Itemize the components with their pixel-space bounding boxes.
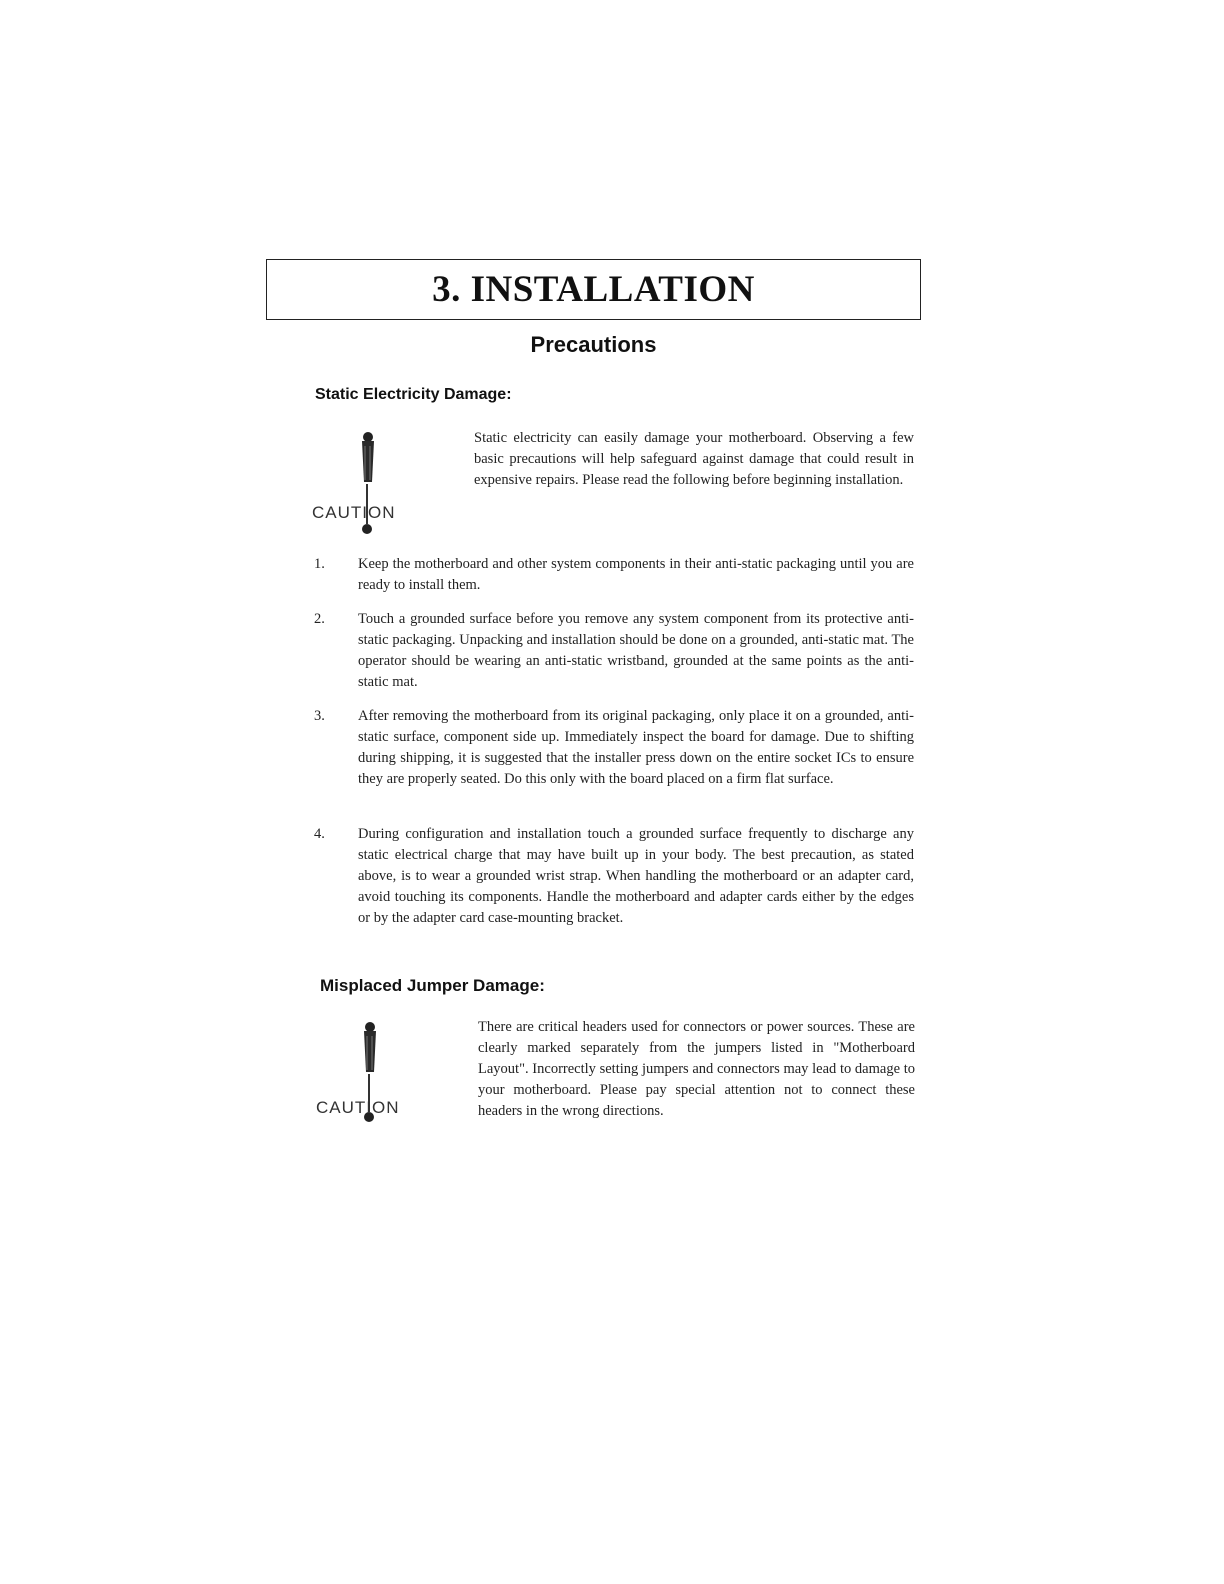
page-subtitle: Precautions [530,332,657,357]
caution-graphic-jumper [316,1018,426,1128]
jumper-text: There are critical headers used for connectors or power sources. These are clearly marked separately from the jumpers listed in "Motherboard Layout". Incorrectly setting jumpers and connectors may lead to damage to your motherboard. Please pay special attention not to connect these headers in the wrong directions. [478,1019,915,1119]
caution-label: CAUTION [312,503,396,522]
static-section-heading: Static Electricity Damage: [315,386,512,403]
list-number: 1. [314,556,325,572]
caution-graphic-static [312,428,422,538]
list-text: Keep the motherboard and other system components in their anti-static packaging until you are ready to install them. [358,556,914,593]
page-title: 3. INSTALLATION [432,269,755,310]
list-text: During configuration and installation touch a grounded surface frequently to discharge any static electrical charge that may have built up in your body. The best precaution, as stated above, is to wear a grounded wrist strap. When handling the motherboard or an adapter card, avoid touching its components. Handle the motherboard and adapter cards either by the edges or by the adapter card case-mounting bracket. [358,826,914,926]
caution-label: CAUTION [316,1098,400,1117]
list-number: 4. [314,826,325,842]
jumper-section-heading: Misplaced Jumper Damage: [320,976,545,995]
list-text: After removing the motherboard from its original packaging, only place it on a grounded, anti-static surface, component side up. Immediately inspect the board for damage. Due to shifting during shipping, it is suggested that the installer press down on the entire socket ICs to ensure they are properly seated. Do this only with the board placed on a firm flat surface. [358,708,914,787]
title-box [266,259,921,320]
list-number: 2. [314,611,325,627]
list-number: 3. [314,708,325,724]
static-intro-text: Static electricity can easily damage your motherboard. Observing a few basic precautions will help safeguard against damage that could result in expensive repairs. Please read the following before beginning installation. [474,430,914,488]
list-text: Touch a grounded surface before you remove any system component from its protective anti-static packaging. Unpacking and installation should be done on a grounded, anti-static mat. The operator should be wearing an anti-static wristband, grounded at the same points as the anti-static mat. [358,611,914,690]
